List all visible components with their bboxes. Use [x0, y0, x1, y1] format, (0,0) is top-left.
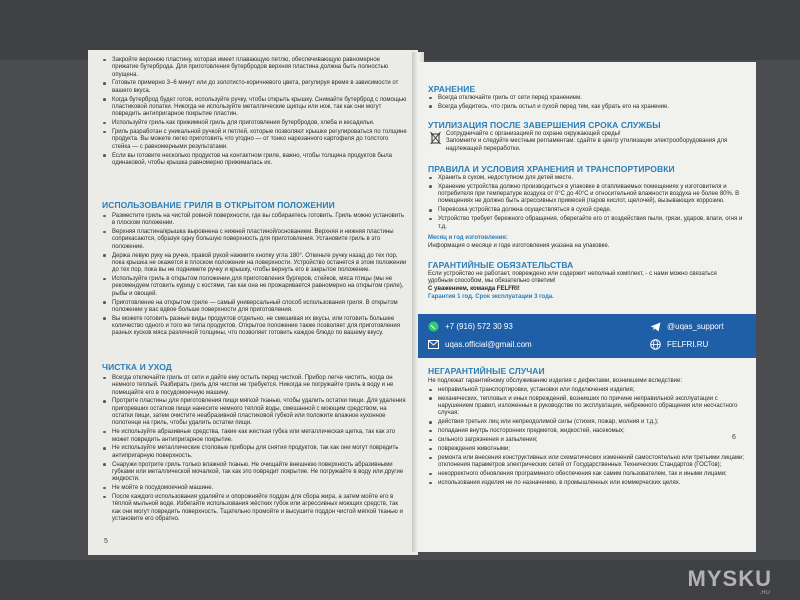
list-item: использования изделия не по назначению, в промышленных или коммерческих целях.	[428, 480, 746, 487]
list-item: Держа левую руку на ручке, правой рукой нажмите кнопку угла 180°. Откиньте ручку назад до тех пор, пока крышка не окажется в плоском положении на поверхности. Устройство останется в этом положении до тех пор, пока вы не поднимете ручку и крышку, чтобы вернуть его в закрытое положение.	[102, 253, 407, 275]
list-item: Устройство требует бережного обращения, оберегайте его от воздействия пыли, грязи, ударов, влаги, огня и т.д.	[428, 216, 743, 231]
list-item: Не используйте металлические столовые приборы для снятия продуктов, так как они могут повредить антипригарную поверхность.	[102, 445, 407, 460]
table-surface	[0, 560, 800, 600]
telegram-icon	[650, 321, 661, 332]
list-item: Гриль разработан с уникальной ручкой и петлей, которые позволяют крышке регулироваться по толщине продукта. Вы можете легко приготовить что угодно — от тонко нарезанного картофеля до толстого стейка — с равномерными результатами.	[102, 129, 407, 151]
list-item: ремонта или внесения конструктивных или схематических изменений самостоятельно или третьими лицами; отклонения параметров электрических сетей от Государственных Технических Стандартов (ГОСТов);	[428, 455, 746, 470]
warranty-heading: ГАРАНТИЙНЫЕ ОБЯЗАТЕЛЬСТВА	[428, 260, 574, 270]
whatsapp-icon	[428, 321, 439, 332]
crossed-bin-icon	[430, 131, 441, 145]
warranty-guarantee: Гарантия 1 год. Срок эксплуатации 3 года.	[428, 294, 554, 300]
list-item: Всегда отключайте гриль от сети перед хранением.	[428, 95, 743, 102]
telegram-contact[interactable]	[650, 321, 724, 332]
right-page	[418, 62, 756, 552]
list-item: Не используйте абразивные средства, такие как жесткая губка или металлическая щетка, так как это может повредить антипригарное покрытие.	[102, 429, 407, 444]
section-open-list	[102, 213, 407, 339]
list-item: После каждого использования удаляйте и опорожняйте поддон для сбора жира, а затем мойте его в тёплой мыльной воде. Избегайте использования жёстких губок или агрессивных моющих средств, так как они могут повредить поверхность. Тщательно промойте и высушите поддон чистой мягкой тканью и установите его обратно.	[102, 494, 407, 523]
list-item: некорректного обновления программного обеспечения как самим пользователем, так и иными лицами;	[428, 471, 746, 478]
list-item: повреждения животными;	[428, 446, 746, 453]
globe-icon	[650, 339, 661, 350]
list-item: Хранение устройства должно производиться в упаковке в отапливаемых помещениях у изготовителя и потребителя при температуре воздуха от 0°С до 40°С и относительной влажности воздуха не более 80%. В помещениях не должно быть агрессивных примесей (паров кислот, щелочей), вызывающих коррозию.	[428, 184, 743, 206]
disposal-text	[446, 131, 741, 153]
phone-contact[interactable]	[428, 321, 513, 332]
list-item: Всегда убедитесь, что гриль остыл и сухой перед тем, как убрать его на хранение.	[428, 104, 743, 111]
list-item: Верхняя пластина/крышка выровнена с нижней пластиной/основанием. Верхняя и нижняя пластины соприкасаются, образуя одну большую поверхность для приготовления. Установите гриль в это положение.	[102, 229, 407, 251]
list-item: действия третьих лиц или непреодолимой силы (стихия, пожар, молния и т.д.);	[428, 419, 746, 426]
storage-heading: ХРАНЕНИЕ	[428, 84, 476, 94]
list-item: Используйте гриль в открытом положении для приготовления бургеров, стейков, мяса птицы (мы не рекомендуем готовить курицу с костями, так как она не прожаривается равномерно на открытом гриле), рыбы и овощей.	[102, 276, 407, 298]
intro-list	[102, 57, 407, 169]
list-item: Всегда отключайте гриль от сети и дайте ему остыть перед чисткой. Прибор легче чистить, когда он немного теплый. Разбирать гриль для чистки не требуется. Никогда не погружайте гриль в воду и не помещайте его в посудомоечную машину.	[102, 375, 407, 397]
list-item: сильного загрязнения и запыления;	[428, 437, 746, 444]
list-item: Готовьте примерно 3–6 минут или до золотисто-коричневого цвета, регулируя время в зависимости от вашего вкуса.	[102, 80, 407, 95]
storage-list	[428, 95, 743, 113]
list-item: Используйте гриль как прижимной гриль для приготовления бутербродов, хлеба и кесадильи.	[102, 120, 407, 127]
contacts-band	[418, 314, 756, 358]
page-number-right: 6	[732, 434, 736, 441]
website-contact[interactable]	[650, 339, 708, 350]
warranty-regards: С уважением, команда FELFRI!	[428, 286, 520, 292]
list-item: Протрите пластины для приготовления пищи мягкой тканью, чтобы удалить остатки пищи. Для удаления пригоревших остатков пищи нанесите немного теплой воды, смешанной с моющим средством, на остатки пищи, затем очистите неабразивной пластиковой губкой или положите влажное кухонное полотенце на гриль, чтобы удалить остатки пищи.	[102, 398, 407, 427]
page-number-left: 5	[104, 538, 108, 545]
manufacture-date-text: Информация о месяце и годе изготовления указана на упаковке.	[428, 243, 610, 249]
list-item: Закройте верхнюю пластину, которая имеет плавающую петлю, обеспечивающую равномерное прижатие бутерброда. Для приготовления бутербродов верхняя пластина должна быть полностью опущена.	[102, 57, 407, 79]
list-item: попадания внутрь посторонних предметов, жидкостей, насекомых;	[428, 428, 746, 435]
section-clean-list	[102, 375, 407, 525]
watermark-logo: MYSKU	[687, 566, 772, 591]
section-open-heading: ИСПОЛЬЗОВАНИЕ ГРИЛЯ В ОТКРЫТОМ ПОЛОЖЕНИИ	[102, 200, 335, 210]
list-item: Вы можете готовить разные виды продуктов отдельно, не смешивая их вкусы, или готовить большее количество одного и того же типа продуктов. Открытое положение также позволяет для приготовления разных кусков мяса различной толщины, что позволяет готовить каждое блюдо по вашему вкусу.	[102, 316, 407, 338]
disposal-heading: УТИЛИЗАЦИЯ ПОСЛЕ ЗАВЕРШЕНИЯ СРОКА СЛУЖБЫ	[428, 120, 661, 130]
website-text: FELFRI.RU	[667, 340, 709, 349]
non-warranty-list	[428, 387, 746, 489]
warranty-text: Если устройство не работает, повреждено или содержит неполный комплект, - с нами можно связаться удобным способом, мы обязательно ответим!	[428, 271, 717, 285]
list-item: Перевозка устройства должна осуществляться в сухой среде.	[428, 207, 743, 214]
non-warranty-heading: НЕГАРАНТИЙНЫЕ СЛУЧАИ	[428, 366, 545, 376]
disposal-line: Запомните и следуйте местным регламентам: сдайте в центр утилизации электрооборудования для надлежащей переработки.	[446, 138, 728, 152]
list-item: Не мойте в посудомоечной машине.	[102, 485, 407, 492]
list-item: Разместите гриль на чистой ровной поверхности, где вы собираетесь готовить. Гриль можно установить в плоском положении.	[102, 213, 407, 228]
section-clean-heading: ЧИСТКА И УХОД	[102, 362, 172, 372]
non-warranty-intro: Не подлежат гарантийному обслуживанию изделия с дефектами, возникшими вследствие:	[428, 378, 683, 384]
email-contact[interactable]	[428, 339, 532, 350]
email-icon	[428, 339, 439, 350]
watermark-suffix: .RU	[759, 590, 770, 596]
list-item: неправильной транспортировки, установки или подключения изделия;	[428, 387, 746, 394]
manufacture-date-label: Месяц и год изготовления:	[428, 235, 508, 241]
telegram-text: @uqas_support	[667, 322, 724, 331]
list-item: механических, тепловых и иных повреждений, возникших по причине неправильной эксплуатации с нарушением правил, изложенных в руководстве по эксплуатации, небрежного обращения или несчастного случая;	[428, 396, 746, 418]
list-item: Когда бутерброд будет готов, используйте ручку, чтобы открыть крышку. Снимайте бутерброд с помощью пластиковой лопатки. Никогда не используйте металлические щипцы или нож, так как они могут повредить антипригарное покрытие пластин.	[102, 97, 407, 119]
list-item: Приготовление на открытом гриле — самый универсальный способ использования гриля. В открытом положении у вас вдвое больше поверхности для приготовления.	[102, 300, 407, 315]
disposal-line: Сотрудничайте с организацией по охране окружающей среды!	[446, 131, 621, 137]
left-page	[88, 50, 418, 555]
email-text: uqas.official@gmail.com	[445, 340, 532, 349]
list-item: Снаружи протрите гриль только влажной тканью. Не очищайте внешнюю поверхность абразивными губками или металлической мочалкой, так как это повредит покрытие. Не погружайте в воду или другие жидкости.	[102, 462, 407, 484]
list-item: Хранить в сухом, недоступном для детей месте.	[428, 175, 743, 182]
list-item: Если вы готовите несколько продуктов на контактном гриле, важно, чтобы толщина продуктов была одинаковой, чтобы крышка равномерно прижималась их.	[102, 153, 407, 168]
rules-list	[428, 175, 743, 232]
rules-heading: ПРАВИЛА И УСЛОВИЯ ХРАНЕНИЯ И ТРАНСПОРТИРОВКИ	[428, 164, 675, 174]
phone-text: +7 (916) 572 30 93	[445, 322, 513, 331]
